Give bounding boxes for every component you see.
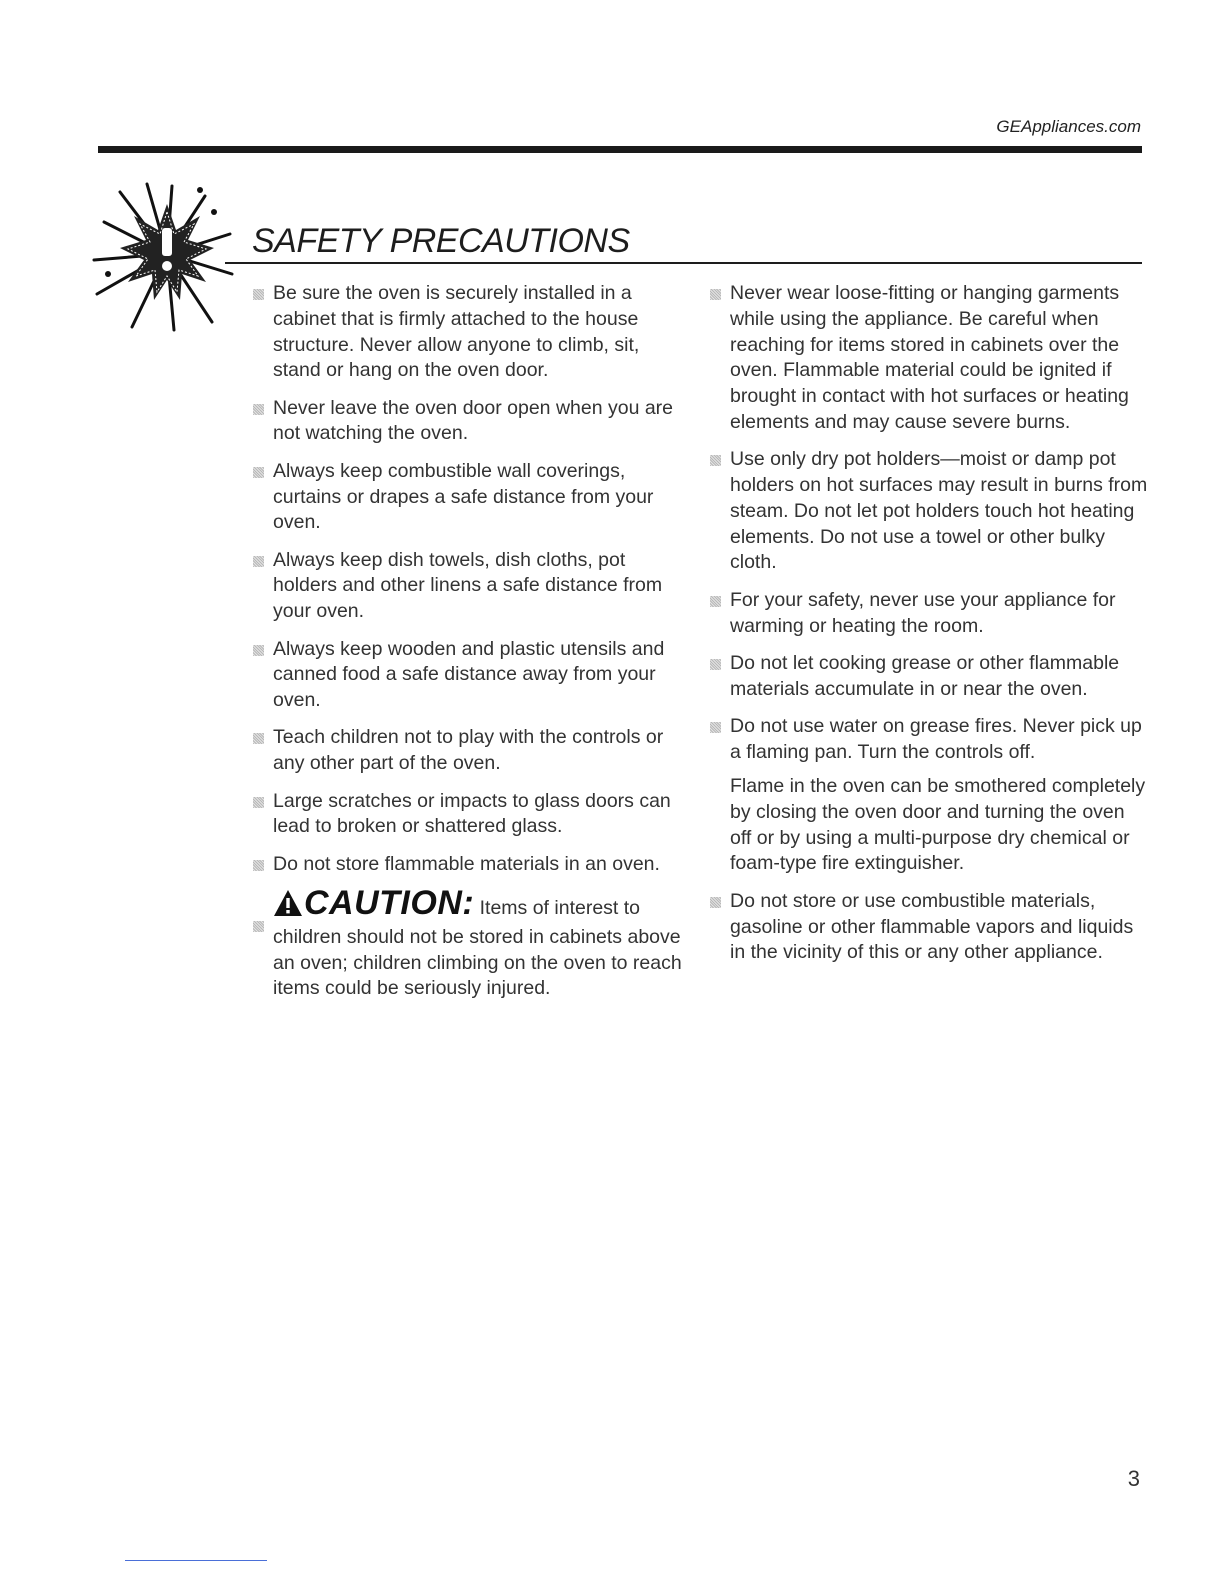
list-item bbox=[709, 651, 1149, 703]
item-text: For your safety, never use your appliance for warming or heating the room. bbox=[730, 588, 1116, 637]
list-item bbox=[252, 281, 692, 384]
header-rule bbox=[98, 146, 1142, 153]
list-item bbox=[709, 588, 1149, 640]
caution-label: CAUTION: bbox=[304, 883, 475, 922]
item-text: Do not use water on grease fires. Never pick up a flaming pan. Turn the controls off. bbox=[730, 714, 1142, 763]
paragraph-text: Flame in the oven can be smothered completely by closing the oven door and turning the oven off or by using a multi-purpose dry chemical or foam-type fire extinguisher. bbox=[730, 775, 1146, 875]
caution-triangle-icon bbox=[273, 889, 303, 925]
list-item bbox=[252, 396, 692, 448]
bullet-icon bbox=[253, 467, 264, 478]
bullet-icon bbox=[253, 404, 264, 415]
bullet-icon bbox=[710, 455, 721, 466]
list-item bbox=[252, 789, 692, 841]
list-item bbox=[709, 447, 1149, 576]
bottom-link-underline bbox=[125, 1560, 267, 1561]
list-item bbox=[252, 459, 692, 536]
item-text: Use only dry pot holders—moist or damp pot holders on hot surfaces may result in burns from steam. Do not let pot holders touch hot heating elements. Do not use a towel or other bulky cloth. bbox=[730, 448, 1148, 574]
bullet-icon bbox=[253, 556, 264, 567]
bullet-icon bbox=[710, 596, 721, 607]
left-column bbox=[252, 281, 692, 1002]
list-item bbox=[709, 281, 1149, 436]
item-text: Teach children not to play with the controls or any other part of the oven. bbox=[273, 726, 664, 775]
bullet-icon bbox=[253, 733, 264, 744]
item-text: Do not let cooking grease or other flammable materials accumulate in or near the oven. bbox=[730, 651, 1120, 700]
item-text: Always keep combustible wall coverings, curtains or drapes a safe distance from your oven. bbox=[273, 459, 654, 534]
item-text: Always keep wooden and plastic utensils and canned food a safe distance away from your oven. bbox=[273, 637, 665, 712]
bullet-icon bbox=[253, 645, 264, 656]
bullet-icon bbox=[710, 659, 721, 670]
section-title: SAFETY PRECAUTIONS bbox=[252, 222, 630, 260]
title-rule bbox=[225, 262, 1142, 264]
bullet-icon bbox=[710, 722, 721, 733]
page-number: 3 bbox=[1127, 1466, 1140, 1491]
bullet-icon bbox=[710, 897, 721, 908]
item-text: Do not store flammable materials in an oven. bbox=[273, 852, 660, 875]
list-item bbox=[252, 637, 692, 714]
list-item bbox=[252, 548, 692, 625]
bullet-icon bbox=[253, 289, 264, 300]
list-item bbox=[709, 889, 1149, 966]
list-item bbox=[252, 852, 692, 878]
item-text: Large scratches or impacts to glass doors can lead to broken or shattered glass. bbox=[273, 789, 671, 838]
caution-text: Items of interest to children should not be stored in cabinets above an oven; children climbing on the oven to reach items could be seriously injured. bbox=[273, 896, 682, 1000]
item-text: Never wear loose-fitting or hanging garments while using the appliance. Be careful when reaching for items stored in cabinets over the oven. Flammable material could be ignited if brought in contact with hot surfaces or heating elements and may cause severe burns. bbox=[730, 282, 1129, 433]
list-item bbox=[709, 714, 1149, 766]
bullet-icon bbox=[253, 921, 264, 932]
item-text: Never leave the oven door open when you are not watching the oven. bbox=[273, 396, 674, 445]
bullet-icon bbox=[253, 797, 264, 808]
item-text: Do not store or use combustible materials, gasoline or other flammable vapors and liquids in the vicinity of this or any other appliance. bbox=[730, 889, 1134, 964]
site-url[interactable]: GEAppliances.com bbox=[996, 117, 1141, 136]
list-paragraph bbox=[709, 774, 1149, 877]
bullet-icon bbox=[253, 860, 264, 871]
list-item bbox=[252, 725, 692, 777]
caution-item bbox=[252, 883, 692, 1002]
bullet-icon bbox=[710, 289, 721, 300]
item-text: Always keep dish towels, dish cloths, pot holders and other linens a safe distance from your oven. bbox=[273, 548, 663, 623]
item-text: Be sure the oven is securely installed in a cabinet that is firmly attached to the house structure. Never allow anyone to climb, sit, stand or hang on the oven door. bbox=[273, 282, 640, 382]
right-column bbox=[709, 281, 1149, 978]
warning-burst-icon bbox=[92, 182, 242, 332]
